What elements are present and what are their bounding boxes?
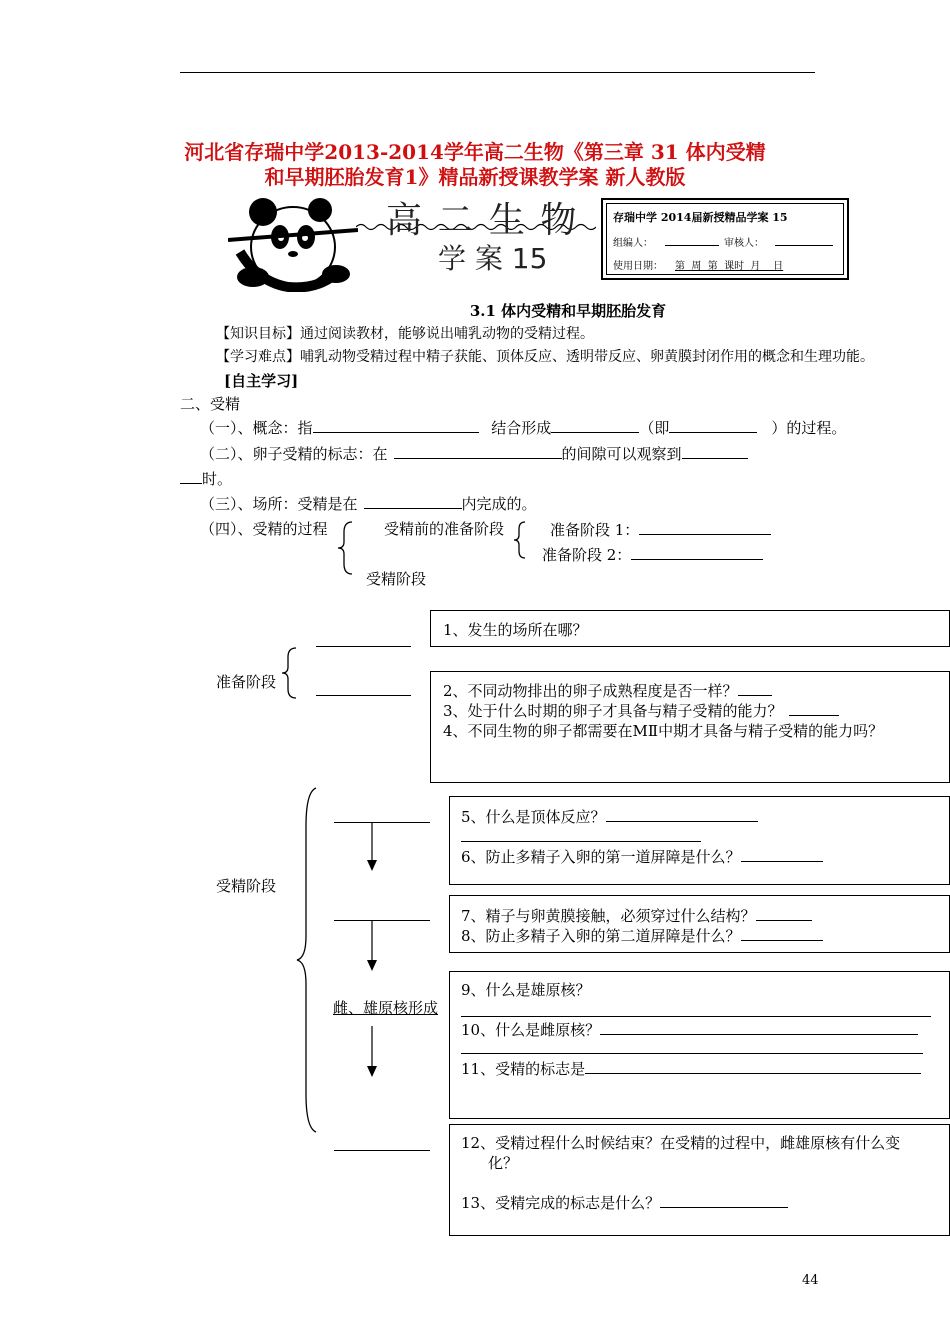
answer-blank[interactable]	[364, 493, 462, 509]
answer-blank[interactable]	[461, 841, 701, 842]
question-fertilization-mark: （二）、卵子受精的标志：在 的间隙可以观察到	[200, 443, 748, 464]
fertilization-stage-label: 受精阶段	[366, 570, 427, 588]
answer-blank[interactable]	[461, 1016, 931, 1017]
answer-blank[interactable]	[180, 468, 202, 484]
question-place: （三）、场所：受精是在 内完成的。	[200, 495, 537, 513]
answer-blank[interactable]	[551, 417, 639, 433]
prep-stage-1: 准备阶段 1：	[550, 519, 771, 540]
question-concept: （一）、概念：指 结合形成 （即 ）的过程。	[200, 419, 847, 437]
prep-brace-icon	[512, 520, 528, 560]
question-10: 10、什么是雌原核？	[461, 1019, 918, 1040]
editor-label: 组编人：	[613, 238, 653, 249]
editor-blank	[665, 245, 719, 246]
answer-blank[interactable]	[313, 417, 479, 433]
date-fields: 第 周 第 课时 月 日	[675, 261, 784, 272]
date-label: 使用日期：	[613, 261, 663, 272]
question-box-5-6	[449, 796, 950, 885]
knowledge-goal: 【知识目标】通过阅读教材，能够说出哺乳动物的受精过程。	[216, 326, 594, 342]
question-fertilization-mark-cont: 时。	[180, 468, 232, 489]
question-1: 1、发生的场所在哪？	[443, 621, 588, 639]
question-box-1	[430, 610, 950, 647]
header-rule	[180, 72, 815, 73]
question-12: 12、受精过程什么时候结束？在受精的过程中，雌雄原核有什么变	[461, 1134, 901, 1152]
arrow-down-icon	[364, 1026, 380, 1078]
answer-blank[interactable]	[316, 646, 411, 647]
question-12-cont: 化？	[488, 1154, 519, 1172]
answer-blank[interactable]	[789, 700, 839, 716]
page-number: 44	[802, 1273, 819, 1288]
question-box-2-4	[430, 671, 950, 783]
answer-blank[interactable]	[600, 1019, 918, 1035]
prep-stage-brace-icon	[280, 646, 300, 700]
question-13: 13、受精完成的标志是什么？	[461, 1192, 788, 1213]
answer-blank[interactable]	[334, 822, 430, 823]
question-11: 11、受精的标志是	[461, 1058, 921, 1079]
document-title-line2: 和早期胚胎发育1》精品新授课教学案 新人教版	[264, 165, 686, 189]
reviewer-label: 审核人：	[724, 238, 764, 249]
answer-blank[interactable]	[334, 1150, 430, 1151]
self-study-label: [自主学习]	[224, 372, 299, 390]
question-2: 2、不同动物排出的卵子成熟程度是否一样？	[443, 680, 772, 701]
answer-blank[interactable]	[334, 920, 430, 921]
answer-blank[interactable]	[660, 1192, 788, 1208]
question-6: 6、防止多精子入卵的第一道屏障是什么？	[461, 846, 823, 867]
answer-blank[interactable]	[741, 846, 823, 862]
fert-stage-brace-icon	[294, 786, 320, 1134]
question-box-9-11	[449, 971, 950, 1119]
answer-blank[interactable]	[639, 519, 771, 535]
question-box-12-13	[449, 1124, 950, 1236]
question-box-7-8	[449, 895, 950, 953]
banner-info-box	[601, 198, 849, 280]
question-4: 4、不同生物的卵子都需要在MⅡ中期才具备与精子受精的能力吗？	[443, 722, 884, 740]
prep-stage-2: 准备阶段 2：	[542, 544, 763, 565]
answer-blank[interactable]	[461, 1053, 923, 1054]
answer-blank[interactable]	[669, 417, 757, 433]
answer-blank[interactable]	[741, 925, 823, 941]
question-9: 9、什么是雄原核？	[461, 981, 591, 999]
pre-fertilization-label: 受精前的准备阶段	[384, 520, 505, 538]
document-title-line1: 河北省存瑞中学2013-2014学年高二生物《第三章 31 体内受精	[184, 140, 766, 164]
question-3: 3、处于什么时期的卵子才具备与精子受精的能力？	[443, 700, 839, 721]
process-label: （四）、受精的过程	[200, 520, 328, 538]
answer-blank[interactable]	[738, 680, 772, 696]
question-5: 5、什么是顶体反应？	[461, 806, 758, 827]
answer-blank[interactable]	[756, 905, 812, 921]
reviewer-blank	[775, 245, 833, 246]
answer-blank[interactable]	[606, 806, 758, 822]
banner-case-number: 学 案 15	[438, 242, 548, 275]
answer-blank[interactable]	[631, 544, 763, 560]
panda-logo-image	[228, 192, 358, 292]
learning-difficulty: 【学习难点】哺乳动物受精过程中精子获能、顶体反应、透明带反应、卵黄膜封闭作用的概念和生理功能。	[216, 349, 874, 365]
fert-stage-label: 受精阶段	[216, 877, 277, 895]
process-brace-icon	[336, 520, 356, 576]
banner-subject: 高 二 生 物	[386, 200, 579, 241]
answer-blank[interactable]	[394, 443, 562, 459]
arrow-down-icon	[364, 920, 380, 972]
answer-blank[interactable]	[585, 1058, 921, 1074]
question-7: 7、精子与卵黄膜接触，必须穿过什么结构？	[461, 905, 812, 926]
prep-stage-label: 准备阶段	[216, 673, 277, 691]
banner-box-title: 存瑞中学 2014届新授精品学案 15	[613, 211, 788, 224]
arrow-down-icon	[364, 822, 380, 872]
question-8: 8、防止多精子入卵的第二道屏障是什么？	[461, 925, 823, 946]
answer-blank[interactable]	[316, 695, 411, 696]
heading-fertilization: 二、受精	[180, 395, 241, 413]
pronucleus-formation-label: 雌、雄原核形成	[333, 999, 439, 1017]
section-title: 3.1 体内受精和早期胚胎发育	[469, 302, 667, 320]
answer-blank[interactable]	[682, 443, 748, 459]
